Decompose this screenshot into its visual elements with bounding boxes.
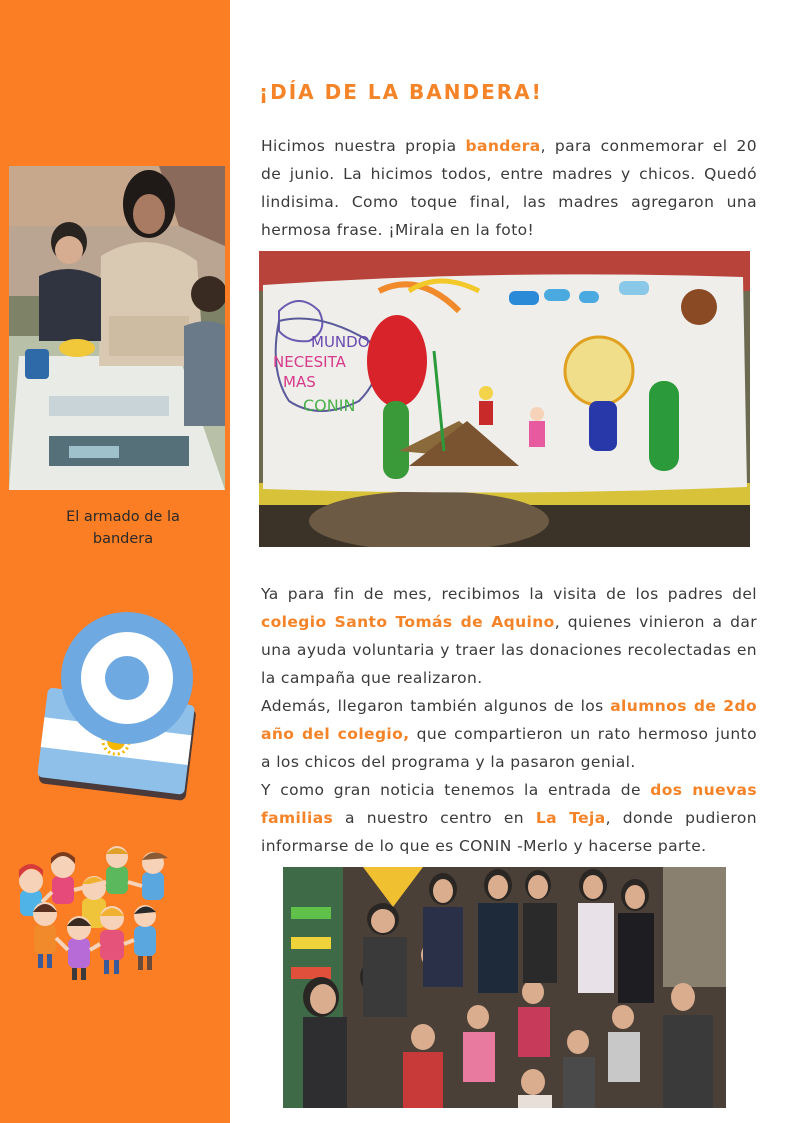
highlight-alumnos: alumnos de 2do año del colegio, — [261, 697, 757, 743]
photo-caption: El armado de la bandera — [66, 509, 180, 547]
intro-text-2: , para conmemorar el 20 de junio. La hicimos todos, entre madres y chicos. Quedó lindisima. Como toque final, las madres agregaron una hermosa frase. ¡Mirala en la foto! — [261, 137, 757, 239]
highlight-la-teja: La Teja — [535, 809, 606, 827]
banner-photo — [259, 251, 750, 547]
kids-holding-hands-icon — [12, 846, 188, 982]
banner-line-1: MUNDO — [311, 333, 370, 351]
visit-text-3: Además, llegaron también algunos de los — [261, 697, 611, 715]
flag-making-photo — [9, 166, 225, 490]
intro-text: Hicimos nuestra propia — [261, 137, 466, 155]
highlight-familias: dos nuevas familias — [261, 781, 757, 827]
visit-paragraph — [261, 580, 757, 860]
banner-line-3: MAS — [283, 373, 316, 391]
argentina-cockade-icon — [34, 608, 204, 813]
highlight-bandera: bandera — [465, 137, 541, 155]
visit-text-5: Y como gran noticia tenemos la entrada de — [261, 781, 651, 799]
banner-line-4: CONIN — [303, 396, 356, 415]
visit-text-4: que compartieron un rato hermoso junto a los chicos del programa y la pasaron genial. — [261, 725, 757, 771]
visit-text-1: Ya para fin de mes, recibimos la visita de los padres del — [261, 585, 757, 603]
visit-text-7: , donde pudieron informarse de lo que es CONIN -Merlo y hacerse parte. — [261, 809, 757, 855]
visit-text-6: a nuestro centro en — [333, 809, 536, 827]
intro-paragraph — [261, 132, 757, 244]
group-photo — [283, 867, 726, 1108]
page-title: ¡DÍA DE LA BANDERA! — [259, 80, 543, 104]
visit-text-2: , quienes vinieron a dar una ayuda voluntaria y traer las donaciones recolectadas en la campaña que realizaron. — [261, 613, 757, 687]
highlight-colegio: colegio Santo Tomás de Aquino — [261, 613, 555, 631]
banner-line-2: NECESITA — [273, 353, 346, 371]
